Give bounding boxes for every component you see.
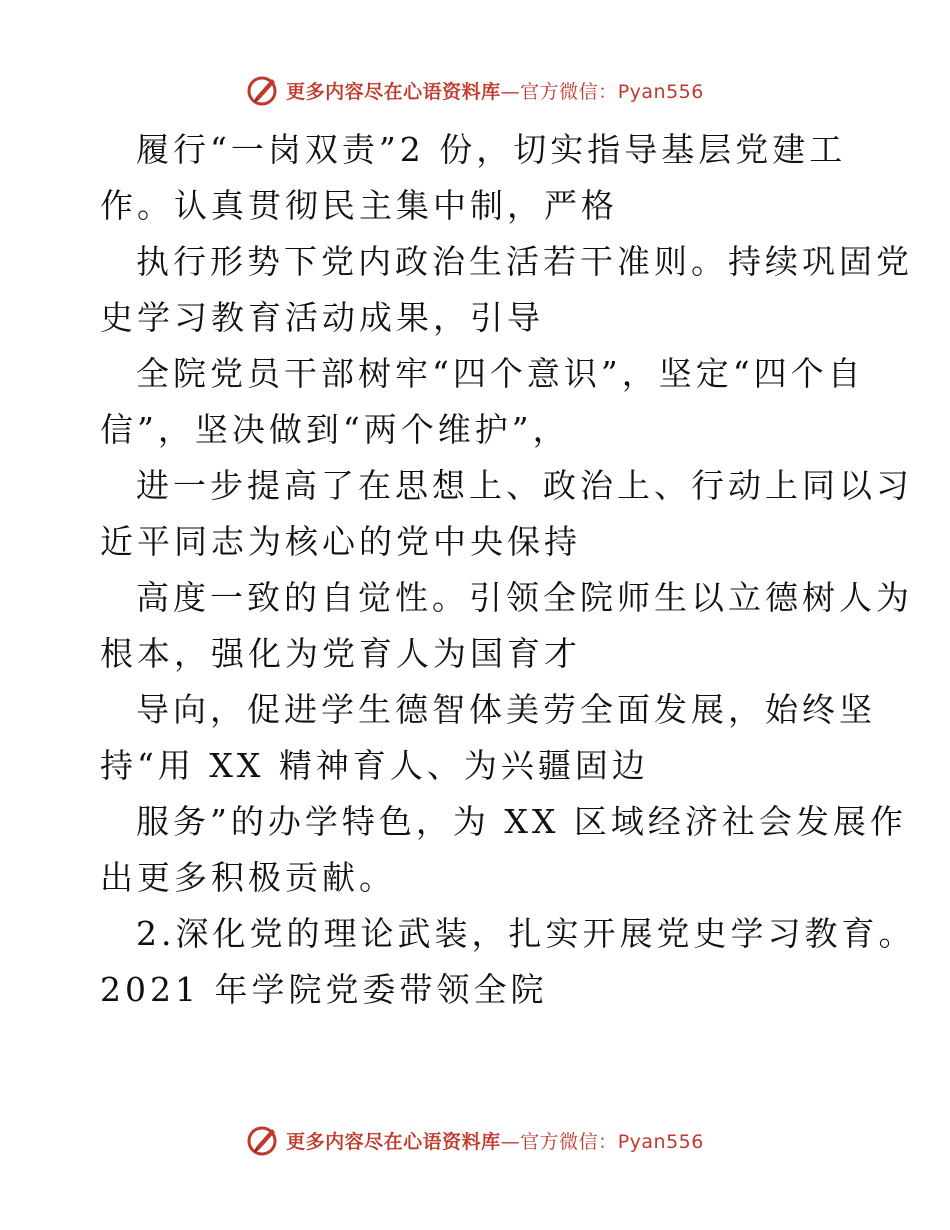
header-banner <box>0 70 950 110</box>
footer-banner <box>0 1120 950 1160</box>
pen-circle-logo-icon <box>246 73 280 107</box>
banner-title: 更多内容尽在心语资料库 <box>286 1130 501 1153</box>
banner-dash: — <box>500 80 521 103</box>
text-line: 出更多积极贡献。 <box>100 858 396 897</box>
text-line: 近平同志为核心的党中央保持 <box>100 522 581 561</box>
text-line: 履行“一岗双责”2 份，切实指导基层党建工 <box>136 130 847 169</box>
text-line: 持“用 XX 精神育人、为兴疆固边 <box>100 746 649 785</box>
banner-wechat-id: Pyan556 <box>617 1130 704 1153</box>
banner-title: 更多内容尽在心语资料库 <box>286 80 501 103</box>
text-line: 作。认真贯彻民主集中制，严格 <box>100 186 618 225</box>
text-line: 高度一致的自觉性。引领全院师生以立德树人为 <box>136 578 913 617</box>
text-line: 全院党员干部树牢“四个意识”，坚定“四个自 <box>136 354 865 393</box>
text-line: 进一步提高了在思想上、政治上、行动上同以习 <box>136 466 913 505</box>
text-line: 导向，促进学生德智体美劳全面发展，始终坚 <box>136 690 876 729</box>
pen-circle-logo-icon <box>246 1123 280 1157</box>
banner-wechat-label: 官方微信： <box>520 80 618 103</box>
text-line: 2021 年学院党委带领全院 <box>100 970 548 1009</box>
banner-wechat-id: Pyan556 <box>617 80 704 103</box>
text-line: 2.深化党的理论武装，扎实开展党史学习教育。 <box>136 914 916 953</box>
text-line: 服务”的办学特色，为 XX 区域经济社会发展作 <box>136 802 907 841</box>
document-body <box>100 122 916 1018</box>
text-line: 执行形势下党内政治生活若干准则。持续巩固党 <box>136 242 913 281</box>
text-line: 史学习教育活动成果，引导 <box>100 298 544 337</box>
banner-wechat-label: 官方微信： <box>520 1130 618 1153</box>
text-line: 根本，强化为党育人为国育才 <box>100 634 581 673</box>
text-line: 信”，坚决做到“两个维护”， <box>100 410 570 449</box>
banner-dash: — <box>500 1130 521 1153</box>
